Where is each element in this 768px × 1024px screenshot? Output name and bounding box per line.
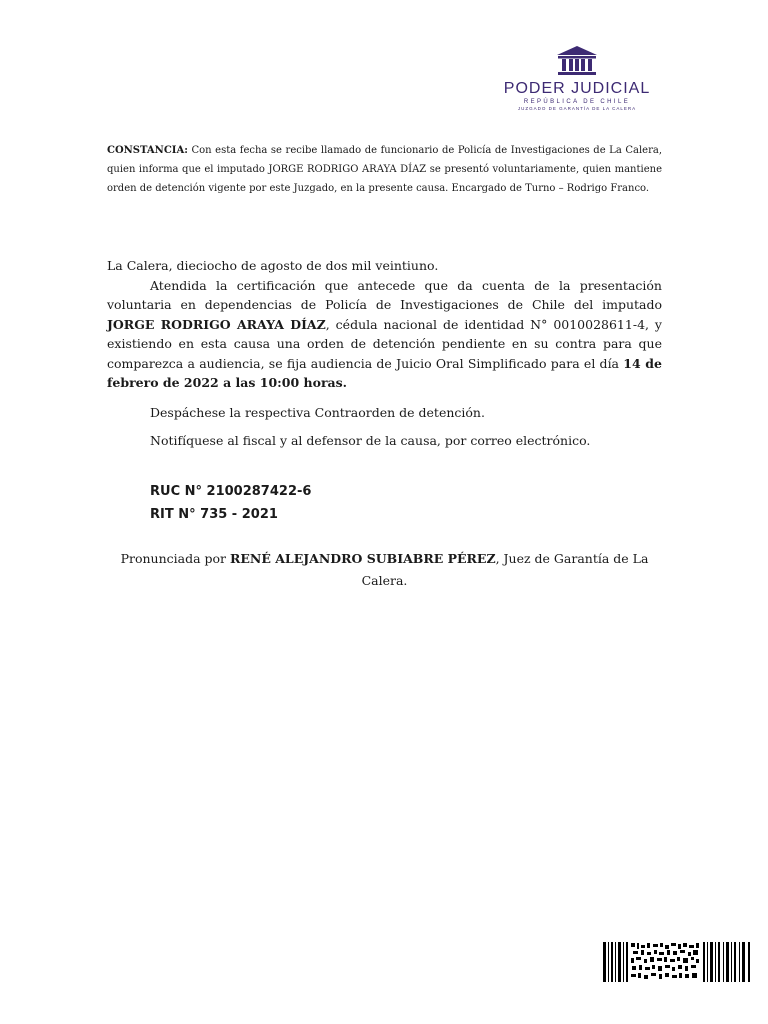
constancia-text: Con esta fecha se recibe llamado de funcionario de Policía de Investigaciones de La Calera, quien informa que el imputado JORGE RODRIGO ARAYA DÍAZ se presentó voluntariamente, quien mantiene orden de detención vigente por este Juzgado, en la presente causa. Encargado de Turno – Rodrigo Franco.	[107, 145, 662, 194]
signature-prefix: Pronunciada por	[120, 551, 230, 566]
constancia-paragraph	[107, 141, 662, 198]
logo-subtitle: REPÚBLICA DE CHILE	[523, 99, 631, 105]
paragraph-1-text-a: Atendida la certificación que antecede que da cuenta de la presentación voluntaria en dependencias de Policía de Investigaciones de Chile del imputado	[107, 277, 662, 312]
judge-name: RENÉ ALEJANDRO SUBIABRE PÉREZ	[230, 551, 496, 566]
signature-paragraph	[107, 548, 662, 592]
imputado-name: JORGE RODRIGO ARAYA DÍAZ	[107, 316, 326, 332]
constancia-label: CONSTANCIA:	[107, 145, 188, 156]
resolution-paragraph-3: Notifíquese al fiscal y al defensor de la causa, por correo electrónico.	[150, 433, 591, 448]
paragraph-1-text-b: , cédula nacional de identidad N° 0010028611-4, y existiendo en esta causa una orden de detención pendiente en su contra para que comparezca a audiencia, se fija audiencia de Juicio Oral Simplificado para el día	[107, 316, 662, 371]
poder-judicial-logo	[502, 44, 652, 111]
resolution-body	[107, 256, 662, 393]
logo-court-name: JUZGADO DE GARANTÍA DE LA CALERA	[517, 106, 637, 111]
verification-barcode	[603, 942, 753, 982]
courthouse-icon	[554, 44, 600, 78]
signature-suffix: , Juez de Garantía de La Calera.	[361, 551, 649, 588]
ruc-number: RUC N° 2100287422-6	[150, 484, 312, 499]
resolution-paragraph-1	[107, 276, 662, 393]
hearing-date: 14 de febrero de 2022 a las 10:00 horas.	[107, 355, 662, 390]
resolution-date: La Calera, dieciocho de agosto de dos mil veintiuno.	[107, 258, 439, 273]
resolution-paragraph-2: Despáchese la respectiva Contraorden de detención.	[150, 405, 485, 420]
logo-name: PODER JUDICIAL	[503, 80, 651, 97]
rit-number: RIT N° 735 - 2021	[150, 507, 278, 522]
